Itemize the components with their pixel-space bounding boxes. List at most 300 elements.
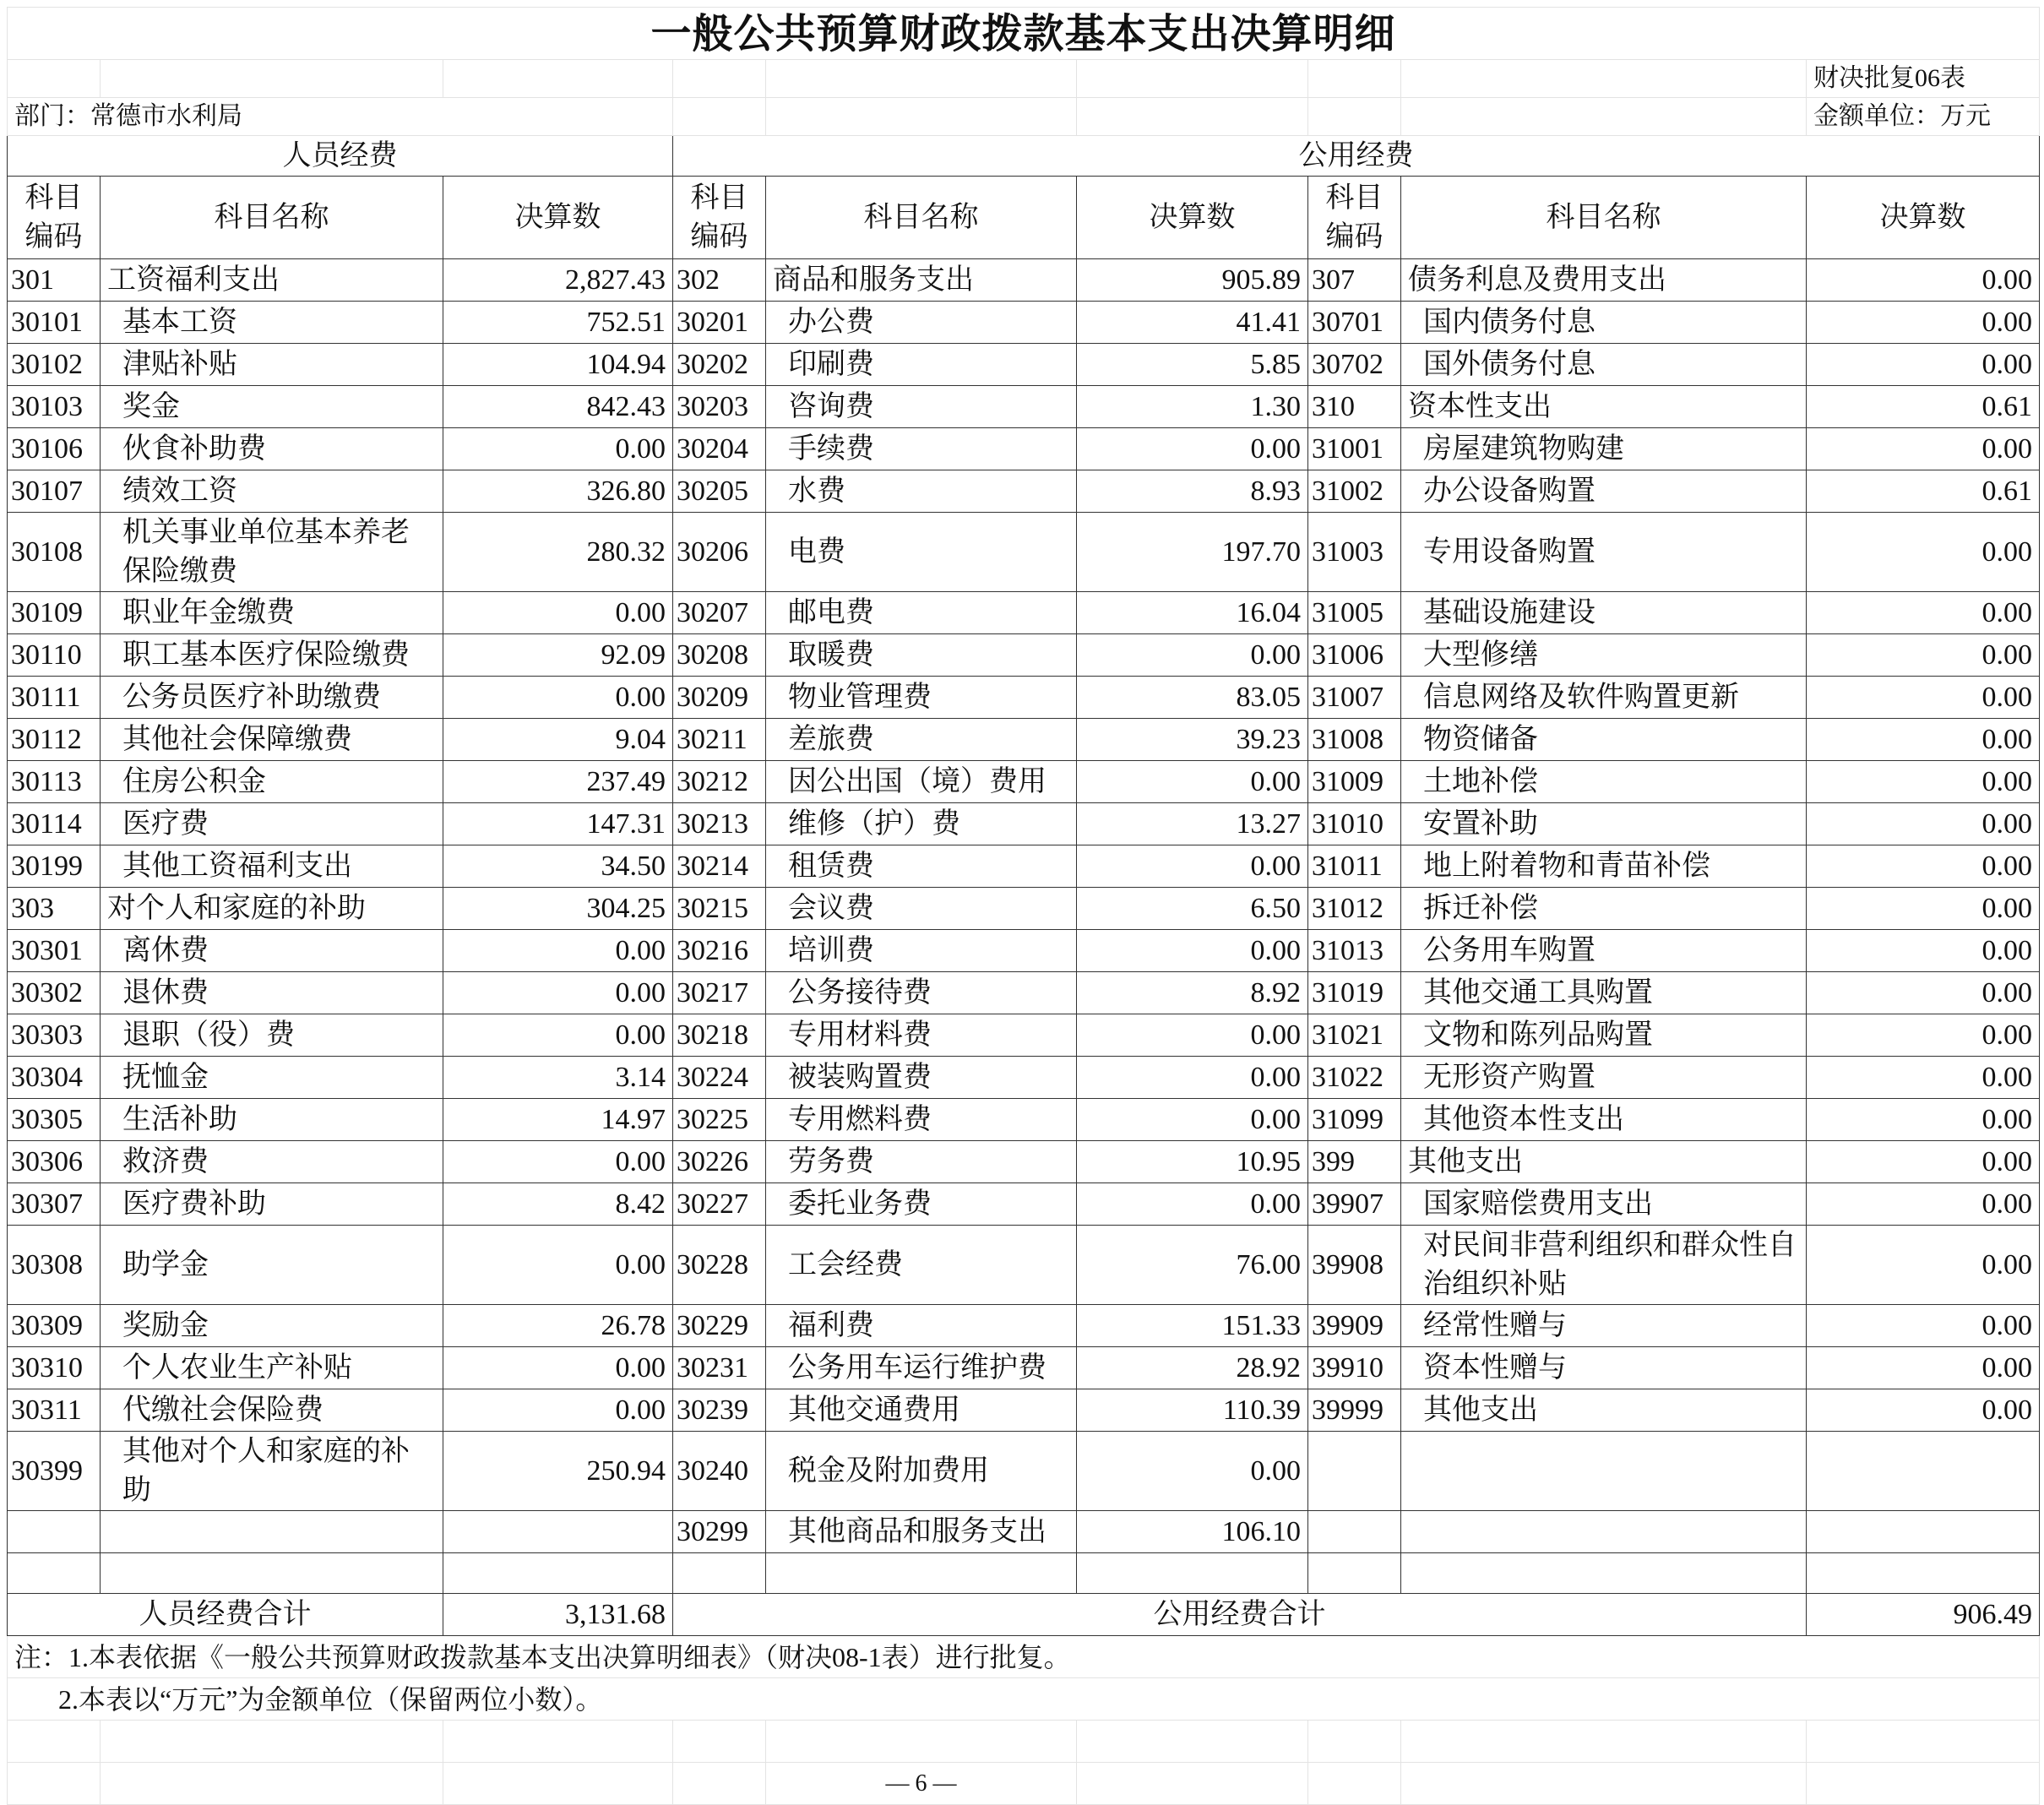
subject-code-cell: 30217 xyxy=(673,972,766,1014)
amount-cell: 1.30 xyxy=(1077,386,1308,428)
subject-name-cell: 物资储备 xyxy=(1401,719,1807,761)
subject-code-cell: 30203 xyxy=(673,386,766,428)
subject-name-cell: 信息网络及软件购置更新 xyxy=(1401,677,1807,719)
amount-cell: 10.95 xyxy=(1077,1141,1308,1183)
subject-code-cell: 307 xyxy=(1308,259,1401,302)
subject-code-cell: 31099 xyxy=(1308,1099,1401,1141)
subject-code-cell: 39909 xyxy=(1308,1305,1401,1347)
col-code-header: 科目编码 xyxy=(673,177,766,259)
subject-name-cell: 退职（役）费 xyxy=(101,1014,443,1057)
amount-cell: 0.00 xyxy=(1807,513,2040,592)
subject-name-cell: 其他工资福利支出 xyxy=(101,845,443,888)
amount-cell: 250.94 xyxy=(443,1432,673,1511)
subject-name-cell: 专用燃料费 xyxy=(766,1099,1077,1141)
subject-name-cell: 租赁费 xyxy=(766,845,1077,888)
amount-cell: 905.89 xyxy=(1077,259,1308,302)
subject-code-cell: 30103 xyxy=(8,386,101,428)
table-row xyxy=(8,930,2040,972)
subject-code-cell: 30307 xyxy=(8,1183,101,1226)
amount-cell: 0.00 xyxy=(1807,761,2040,803)
subject-code-cell: 31013 xyxy=(1308,930,1401,972)
amount-cell: 8.42 xyxy=(443,1183,673,1226)
table-row xyxy=(8,592,2040,634)
subject-code-cell: 30215 xyxy=(673,888,766,930)
amount-cell: 280.32 xyxy=(443,513,673,592)
subject-name-cell: 离休费 xyxy=(101,930,443,972)
amount-cell: 237.49 xyxy=(443,761,673,803)
subject-code-cell: 30208 xyxy=(673,634,766,677)
amount-cell: 0.00 xyxy=(1077,1057,1308,1099)
col-name-header: 科目名称 xyxy=(766,177,1077,259)
amount-cell: 0.00 xyxy=(1807,1057,2040,1099)
subject-name-cell: 津贴补贴 xyxy=(101,344,443,386)
subject-name-cell: 公务用车运行维护费 xyxy=(766,1347,1077,1389)
note-line-2: 2.本表以“万元”为金额单位（保留两位小数）。 xyxy=(8,1678,2040,1721)
amount-cell: 0.00 xyxy=(1807,930,2040,972)
amount-cell: 0.00 xyxy=(1807,634,2040,677)
amount-cell: 41.41 xyxy=(1077,302,1308,344)
subject-name-cell: 办公设备购置 xyxy=(1401,470,1807,513)
subject-name-cell: 救济费 xyxy=(101,1141,443,1183)
subject-name-cell: 地上附着物和青苗补偿 xyxy=(1401,845,1807,888)
subject-name-cell: 其他交通费用 xyxy=(766,1389,1077,1432)
amount-cell: 0.00 xyxy=(1807,428,2040,470)
form-number: 财决批复06表 xyxy=(1807,60,2040,98)
table-row xyxy=(8,845,2040,888)
amount-cell: 0.00 xyxy=(1077,1432,1308,1511)
amount-cell: 0.00 xyxy=(1807,803,2040,845)
subject-code-cell: 30206 xyxy=(673,513,766,592)
subject-code-cell: 30101 xyxy=(8,302,101,344)
subject-code-cell: 30702 xyxy=(1308,344,1401,386)
subject-name-cell xyxy=(1401,1432,1807,1511)
subject-name-cell: 资本性支出 xyxy=(1401,386,1807,428)
col-name-header: 科目名称 xyxy=(101,177,443,259)
subject-code-cell: 31005 xyxy=(1308,592,1401,634)
subject-name-cell: 债务利息及费用支出 xyxy=(1401,259,1807,302)
subject-name-cell: 会议费 xyxy=(766,888,1077,930)
amount-cell: 0.00 xyxy=(1807,592,2040,634)
subject-name-cell: 专用设备购置 xyxy=(1401,513,1807,592)
amount-cell: 0.00 xyxy=(1807,888,2040,930)
table-row xyxy=(8,344,2040,386)
subject-code-cell: 30205 xyxy=(673,470,766,513)
subject-code-cell: 30108 xyxy=(8,513,101,592)
subject-name-cell: 房屋建筑物购建 xyxy=(1401,428,1807,470)
subject-code-cell: 30209 xyxy=(673,677,766,719)
table-row xyxy=(8,470,2040,513)
subject-name-cell: 物业管理费 xyxy=(766,677,1077,719)
table-row xyxy=(8,1432,2040,1511)
table-row xyxy=(8,1305,2040,1347)
subject-name-cell: 手续费 xyxy=(766,428,1077,470)
amount-cell: 0.00 xyxy=(1077,1183,1308,1226)
subject-code-cell: 39907 xyxy=(1308,1183,1401,1226)
table-row xyxy=(8,386,2040,428)
subject-code-cell: 30211 xyxy=(673,719,766,761)
subject-name-cell: 公务员医疗补助缴费 xyxy=(101,677,443,719)
table-row xyxy=(8,634,2040,677)
subject-code-cell: 39910 xyxy=(1308,1347,1401,1389)
subject-code-cell: 30701 xyxy=(1308,302,1401,344)
subject-code-cell: 30226 xyxy=(673,1141,766,1183)
subject-name-cell: 税金及附加费用 xyxy=(766,1432,1077,1511)
subject-code-cell: 31009 xyxy=(1308,761,1401,803)
subject-name-cell: 被装购置费 xyxy=(766,1057,1077,1099)
subject-name-cell: 文物和陈列品购置 xyxy=(1401,1014,1807,1057)
subject-code-cell: 30308 xyxy=(8,1226,101,1305)
subject-code-cell: 30311 xyxy=(8,1389,101,1432)
amount-cell xyxy=(1807,1511,2040,1553)
department-label: 部门：常德市水利局 xyxy=(8,98,673,136)
amount-cell: 0.00 xyxy=(443,677,673,719)
subject-name-cell xyxy=(1401,1511,1807,1553)
subject-code-cell xyxy=(1308,1511,1401,1553)
subject-name-cell: 培训费 xyxy=(766,930,1077,972)
amount-cell: 0.00 xyxy=(1807,1099,2040,1141)
table-row xyxy=(8,1511,2040,1553)
amount-cell: 8.92 xyxy=(1077,972,1308,1014)
public-total-value: 906.49 xyxy=(1807,1594,2040,1636)
subject-code-cell: 30305 xyxy=(8,1099,101,1141)
subject-code-cell: 31008 xyxy=(1308,719,1401,761)
amount-cell: 0.00 xyxy=(443,592,673,634)
amount-cell: 0.00 xyxy=(1807,677,2040,719)
subject-code-cell: 302 xyxy=(673,259,766,302)
subject-name-cell: 商品和服务支出 xyxy=(766,259,1077,302)
budget-detail-sheet xyxy=(7,7,2039,1797)
amount-cell: 0.61 xyxy=(1807,470,2040,513)
subject-name-cell: 大型修缮 xyxy=(1401,634,1807,677)
subject-code-cell: 30218 xyxy=(673,1014,766,1057)
amount-cell: 0.00 xyxy=(1807,1389,2040,1432)
subject-code-cell: 30106 xyxy=(8,428,101,470)
subject-code-cell: 31019 xyxy=(1308,972,1401,1014)
amount-cell: 752.51 xyxy=(443,302,673,344)
subject-name-cell: 工资福利支出 xyxy=(101,259,443,302)
subject-code-cell: 30303 xyxy=(8,1014,101,1057)
subject-name-cell: 国外债务付息 xyxy=(1401,344,1807,386)
amount-cell: 0.00 xyxy=(1807,1141,2040,1183)
subject-name-cell: 因公出国（境）费用 xyxy=(766,761,1077,803)
note-line-1: 注：1.本表依据《一般公共预算财政拨款基本支出决算明细表》（财决08-1表）进行批复。 xyxy=(8,1636,2040,1678)
amount-cell: 0.00 xyxy=(443,1141,673,1183)
table-row xyxy=(8,1226,2040,1305)
amount-cell: 110.39 xyxy=(1077,1389,1308,1432)
table-row xyxy=(8,719,2040,761)
table-row xyxy=(8,1141,2040,1183)
table-row xyxy=(8,761,2040,803)
table-row xyxy=(8,302,2040,344)
subject-name-cell: 生活补助 xyxy=(101,1099,443,1141)
amount-cell: 151.33 xyxy=(1077,1305,1308,1347)
table-row xyxy=(8,1347,2040,1389)
table-row xyxy=(8,803,2040,845)
subject-name-cell: 对个人和家庭的补助 xyxy=(101,888,443,930)
subject-name-cell xyxy=(101,1511,443,1553)
table-row xyxy=(8,428,2040,470)
subject-name-cell: 印刷费 xyxy=(766,344,1077,386)
subject-name-cell: 办公费 xyxy=(766,302,1077,344)
subject-code-cell: 399 xyxy=(1308,1141,1401,1183)
subject-code-cell: 30111 xyxy=(8,677,101,719)
amount-cell: 0.00 xyxy=(443,1226,673,1305)
amount-cell: 3.14 xyxy=(443,1057,673,1099)
subject-code-cell: 301 xyxy=(8,259,101,302)
amount-cell: 0.00 xyxy=(1807,259,2040,302)
subject-name-cell: 个人农业生产补贴 xyxy=(101,1347,443,1389)
col-amount-header: 决算数 xyxy=(443,177,673,259)
table-row xyxy=(8,1057,2040,1099)
subject-name-cell: 基础设施建设 xyxy=(1401,592,1807,634)
amount-cell: 0.00 xyxy=(1077,1099,1308,1141)
subject-code-cell: 30102 xyxy=(8,344,101,386)
col-code-header: 科目编码 xyxy=(1308,177,1401,259)
amount-cell: 0.00 xyxy=(1077,1014,1308,1057)
subject-code-cell: 30240 xyxy=(673,1432,766,1511)
subject-code-cell: 30309 xyxy=(8,1305,101,1347)
amount-cell: 0.00 xyxy=(1807,302,2040,344)
subject-name-cell: 奖金 xyxy=(101,386,443,428)
subject-code-cell xyxy=(8,1511,101,1553)
subject-code-cell: 30109 xyxy=(8,592,101,634)
table-row xyxy=(8,888,2040,930)
table-row xyxy=(8,1183,2040,1226)
page-number: — 6 — xyxy=(766,1763,1077,1805)
subject-name-cell: 工会经费 xyxy=(766,1226,1077,1305)
subject-code-cell: 31007 xyxy=(1308,677,1401,719)
subject-name-cell: 医疗费 xyxy=(101,803,443,845)
amount-cell: 0.00 xyxy=(1807,719,2040,761)
subject-name-cell: 维修（护）费 xyxy=(766,803,1077,845)
subject-code-cell: 39908 xyxy=(1308,1226,1401,1305)
amount-cell xyxy=(1807,1432,2040,1511)
subject-name-cell: 职业年金缴费 xyxy=(101,592,443,634)
subject-name-cell: 职工基本医疗保险缴费 xyxy=(101,634,443,677)
amount-cell: 0.00 xyxy=(1807,1014,2040,1057)
subject-code-cell: 30227 xyxy=(673,1183,766,1226)
amount-cell: 13.27 xyxy=(1077,803,1308,845)
amount-cell: 0.00 xyxy=(443,428,673,470)
subject-code-cell: 31006 xyxy=(1308,634,1401,677)
amount-cell: 106.10 xyxy=(1077,1511,1308,1553)
subject-code-cell: 303 xyxy=(8,888,101,930)
col-amount-header: 决算数 xyxy=(1807,177,2040,259)
table-row xyxy=(8,259,2040,302)
subject-code-cell: 30216 xyxy=(673,930,766,972)
amount-cell: 8.93 xyxy=(1077,470,1308,513)
subject-code-cell: 30228 xyxy=(673,1226,766,1305)
subject-name-cell: 其他商品和服务支出 xyxy=(766,1511,1077,1553)
subject-name-cell: 福利费 xyxy=(766,1305,1077,1347)
subject-name-cell: 对民间非营利组织和群众性自治组织补贴 xyxy=(1401,1226,1807,1305)
subject-name-cell: 抚恤金 xyxy=(101,1057,443,1099)
amount-cell: 0.00 xyxy=(1807,972,2040,1014)
subject-code-cell: 31003 xyxy=(1308,513,1401,592)
amount-cell: 0.00 xyxy=(443,1389,673,1432)
amount-cell: 92.09 xyxy=(443,634,673,677)
subject-code-cell: 30113 xyxy=(8,761,101,803)
amount-cell xyxy=(443,1511,673,1553)
table-row xyxy=(8,677,2040,719)
subject-code-cell: 31021 xyxy=(1308,1014,1401,1057)
subject-name-cell: 助学金 xyxy=(101,1226,443,1305)
subject-code-cell: 30112 xyxy=(8,719,101,761)
subject-code-cell: 30213 xyxy=(673,803,766,845)
amount-cell: 5.85 xyxy=(1077,344,1308,386)
budget-table xyxy=(7,7,2040,1805)
amount-cell: 0.00 xyxy=(1077,930,1308,972)
subject-code-cell: 31011 xyxy=(1308,845,1401,888)
subject-code-cell: 30299 xyxy=(673,1511,766,1553)
amount-cell: 14.97 xyxy=(443,1099,673,1141)
amount-cell: 326.80 xyxy=(443,470,673,513)
unit-label: 金额单位：万元 xyxy=(1807,98,2040,136)
subject-code-cell: 30114 xyxy=(8,803,101,845)
col-code-header: 科目编码 xyxy=(8,177,101,259)
amount-cell: 0.61 xyxy=(1807,386,2040,428)
subject-code-cell: 310 xyxy=(1308,386,1401,428)
table-row xyxy=(8,1014,2040,1057)
amount-cell: 0.00 xyxy=(1077,761,1308,803)
amount-cell: 0.00 xyxy=(1077,428,1308,470)
subject-name-cell: 退休费 xyxy=(101,972,443,1014)
subject-name-cell: 委托业务费 xyxy=(766,1183,1077,1226)
amount-cell: 16.04 xyxy=(1077,592,1308,634)
subject-name-cell: 其他支出 xyxy=(1401,1389,1807,1432)
amount-cell: 2,827.43 xyxy=(443,259,673,302)
subject-name-cell: 其他资本性支出 xyxy=(1401,1099,1807,1141)
amount-cell: 6.50 xyxy=(1077,888,1308,930)
subject-name-cell: 安置补助 xyxy=(1401,803,1807,845)
amount-cell: 0.00 xyxy=(443,1014,673,1057)
subject-code-cell: 30201 xyxy=(673,302,766,344)
personnel-total-value: 3,131.68 xyxy=(443,1594,673,1636)
subject-name-cell: 伙食补助费 xyxy=(101,428,443,470)
subject-name-cell: 水费 xyxy=(766,470,1077,513)
subject-code-cell: 30202 xyxy=(673,344,766,386)
section-personnel-header: 人员经费 xyxy=(8,136,673,177)
subject-code-cell: 30224 xyxy=(673,1057,766,1099)
table-row xyxy=(8,1389,2040,1432)
amount-cell: 0.00 xyxy=(443,1347,673,1389)
subject-name-cell: 基本工资 xyxy=(101,302,443,344)
subject-code-cell: 30199 xyxy=(8,845,101,888)
subject-name-cell: 劳务费 xyxy=(766,1141,1077,1183)
subject-code-cell: 31022 xyxy=(1308,1057,1401,1099)
subject-code-cell: 31002 xyxy=(1308,470,1401,513)
subject-code-cell xyxy=(1308,1432,1401,1511)
subject-name-cell: 其他对个人和家庭的补助 xyxy=(101,1432,443,1511)
amount-cell: 0.00 xyxy=(1077,845,1308,888)
amount-cell: 147.31 xyxy=(443,803,673,845)
subject-name-cell: 经常性赠与 xyxy=(1401,1305,1807,1347)
amount-cell: 0.00 xyxy=(1807,1226,2040,1305)
amount-cell: 34.50 xyxy=(443,845,673,888)
subject-code-cell: 30214 xyxy=(673,845,766,888)
subject-name-cell: 资本性赠与 xyxy=(1401,1347,1807,1389)
subject-code-cell: 30107 xyxy=(8,470,101,513)
subject-name-cell: 绩效工资 xyxy=(101,470,443,513)
amount-cell: 0.00 xyxy=(1807,344,2040,386)
subject-name-cell: 医疗费补助 xyxy=(101,1183,443,1226)
subject-name-cell: 电费 xyxy=(766,513,1077,592)
subject-code-cell: 30225 xyxy=(673,1099,766,1141)
amount-cell: 0.00 xyxy=(443,972,673,1014)
amount-cell: 104.94 xyxy=(443,344,673,386)
subject-name-cell: 代缴社会保险费 xyxy=(101,1389,443,1432)
subject-code-cell: 30310 xyxy=(8,1347,101,1389)
subject-name-cell: 其他支出 xyxy=(1401,1141,1807,1183)
subject-code-cell: 30301 xyxy=(8,930,101,972)
amount-cell: 0.00 xyxy=(1807,1305,2040,1347)
amount-cell: 197.70 xyxy=(1077,513,1308,592)
amount-cell: 304.25 xyxy=(443,888,673,930)
subject-name-cell: 邮电费 xyxy=(766,592,1077,634)
subject-name-cell: 公务接待费 xyxy=(766,972,1077,1014)
subject-name-cell: 咨询费 xyxy=(766,386,1077,428)
subject-code-cell: 31010 xyxy=(1308,803,1401,845)
subject-name-cell: 奖励金 xyxy=(101,1305,443,1347)
amount-cell: 39.23 xyxy=(1077,719,1308,761)
subject-code-cell: 30212 xyxy=(673,761,766,803)
col-amount-header: 决算数 xyxy=(1077,177,1308,259)
subject-name-cell: 其他交通工具购置 xyxy=(1401,972,1807,1014)
subject-name-cell: 住房公积金 xyxy=(101,761,443,803)
amount-cell: 842.43 xyxy=(443,386,673,428)
amount-cell: 0.00 xyxy=(1807,1183,2040,1226)
subject-name-cell: 拆迁补偿 xyxy=(1401,888,1807,930)
subject-code-cell: 30110 xyxy=(8,634,101,677)
subject-code-cell: 30302 xyxy=(8,972,101,1014)
subject-name-cell: 土地补偿 xyxy=(1401,761,1807,803)
subject-code-cell: 30304 xyxy=(8,1057,101,1099)
subject-name-cell: 其他社会保障缴费 xyxy=(101,719,443,761)
subject-name-cell: 国内债务付息 xyxy=(1401,302,1807,344)
subject-code-cell: 30399 xyxy=(8,1432,101,1511)
subject-code-cell: 30231 xyxy=(673,1347,766,1389)
subject-code-cell: 31001 xyxy=(1308,428,1401,470)
subject-code-cell: 30239 xyxy=(673,1389,766,1432)
subject-code-cell: 30207 xyxy=(673,592,766,634)
amount-cell: 0.00 xyxy=(1807,1347,2040,1389)
table-row xyxy=(8,1099,2040,1141)
subject-code-cell: 30229 xyxy=(673,1305,766,1347)
subject-name-cell: 无形资产购置 xyxy=(1401,1057,1807,1099)
subject-code-cell: 31012 xyxy=(1308,888,1401,930)
subject-name-cell: 专用材料费 xyxy=(766,1014,1077,1057)
table-row xyxy=(8,513,2040,592)
amount-cell: 0.00 xyxy=(1077,634,1308,677)
section-public-header: 公用经费 xyxy=(673,136,2040,177)
amount-cell: 9.04 xyxy=(443,719,673,761)
subject-name-cell: 机关事业单位基本养老保险缴费 xyxy=(101,513,443,592)
public-total-label: 公用经费合计 xyxy=(673,1594,1807,1636)
page-title: 一般公共预算财政拨款基本支出决算明细 xyxy=(8,8,2040,60)
subject-code-cell: 30204 xyxy=(673,428,766,470)
personnel-total-label: 人员经费合计 xyxy=(8,1594,443,1636)
subject-code-cell: 30306 xyxy=(8,1141,101,1183)
subject-name-cell: 取暖费 xyxy=(766,634,1077,677)
amount-cell: 28.92 xyxy=(1077,1347,1308,1389)
table-row xyxy=(8,972,2040,1014)
subject-name-cell: 公务用车购置 xyxy=(1401,930,1807,972)
amount-cell: 76.00 xyxy=(1077,1226,1308,1305)
amount-cell: 26.78 xyxy=(443,1305,673,1347)
subject-name-cell: 国家赔偿费用支出 xyxy=(1401,1183,1807,1226)
col-name-header: 科目名称 xyxy=(1401,177,1807,259)
amount-cell: 0.00 xyxy=(1807,845,2040,888)
